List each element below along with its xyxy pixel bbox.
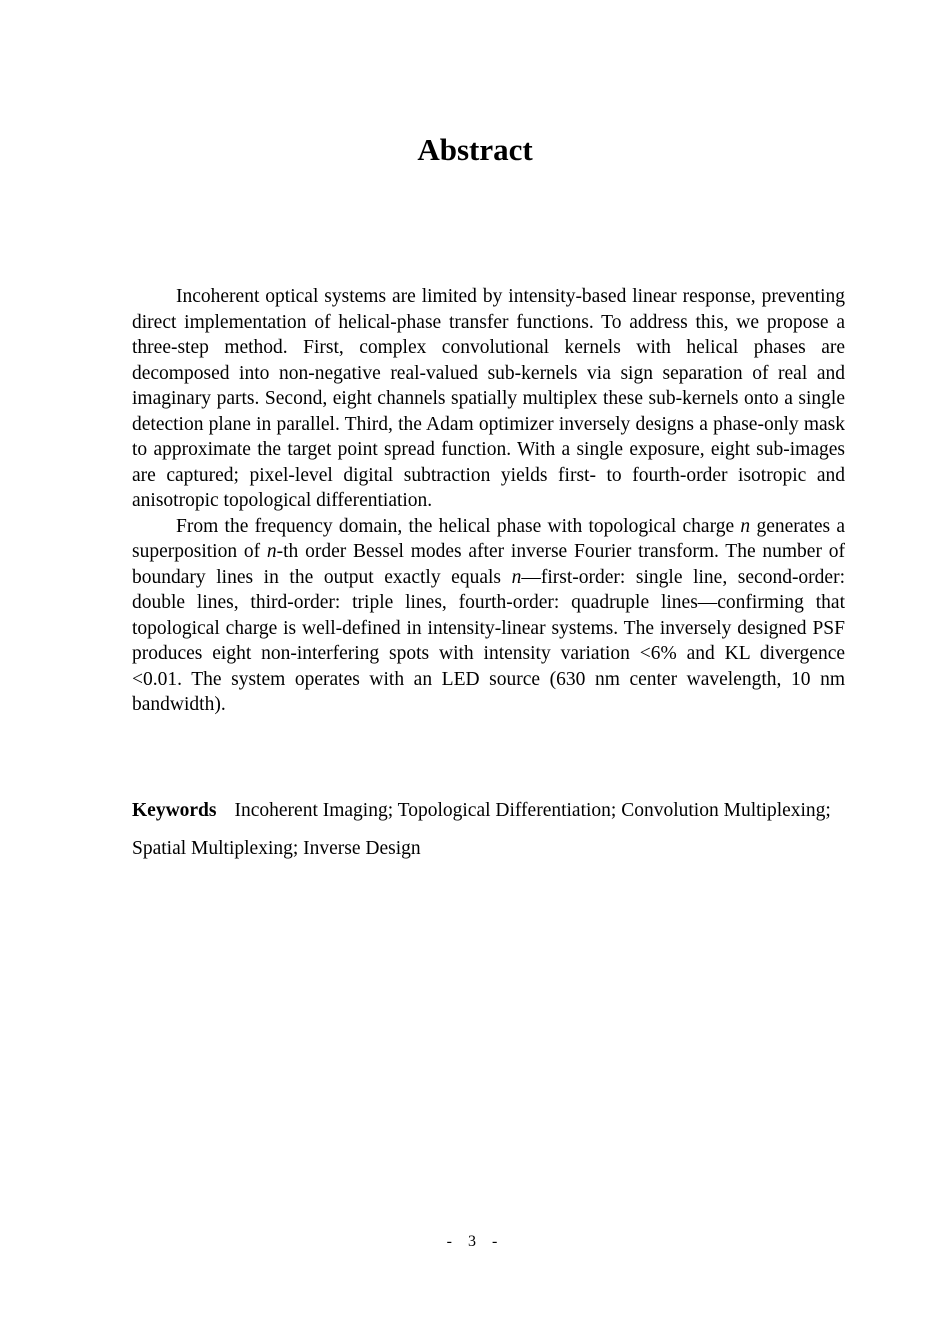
topological-charge-variable: n <box>740 515 751 537</box>
paragraph-2-text-1: From the frequency domain, the helical phase with topological charge <box>176 515 741 537</box>
abstract-body <box>132 284 845 718</box>
keywords-list: Incoherent Imaging; Topological Differentiation; Convolution Multiplexing; Spatial Multiplexing; Inverse Design <box>132 800 831 859</box>
abstract-paragraph-1: Incoherent optical systems are limited by intensity-based linear response, preventing direct implementation of helical-phase transfer functions. To address this, we propose a three-step method. First, complex convolutional kernels with helical phases are decomposed into non-negative real-valued sub-kernels via sign separation of real and imaginary parts. Second, eight channels spatially multiplex these sub-kernels onto a single detection plane in parallel. Third, the Adam optimizer inversely designs a phase-only mask to approximate the target point spread function. With a single exposure, eight sub-images are captured; pixel-level digital subtraction yields first- to fourth-order isotropic and anisotropic topological differentiation. <box>132 286 845 511</box>
paragraph-2-text-4: —first-order: single line, second-order: double lines, third-order: triple lines, fourth-order: quadruple lines—confirming that topological charge is well-defined in intensity-linear systems. The inversely designed PSF produces eight non-interfering spots with intensity variation <6% and KL divergence <0.01. The system operates with an LED source (630 nm center wavelength, 10 nm bandwidth). <box>132 566 845 715</box>
page-title: Abstract <box>417 132 533 167</box>
paragraph-2-text-3: -th order Bessel modes after inverse Fourier transform. The number of boundary lines in the output exactly equals <box>132 541 845 588</box>
abstract-paragraph-2 <box>132 514 845 718</box>
boundary-count-variable: n <box>511 566 522 588</box>
paragraph-2-text-2: generates a superposition of <box>132 515 845 562</box>
keywords-label: Keywords <box>132 800 217 821</box>
page-number: - 3 - <box>446 1233 504 1250</box>
keywords-section <box>132 792 845 868</box>
bessel-order-variable: n <box>266 541 277 562</box>
